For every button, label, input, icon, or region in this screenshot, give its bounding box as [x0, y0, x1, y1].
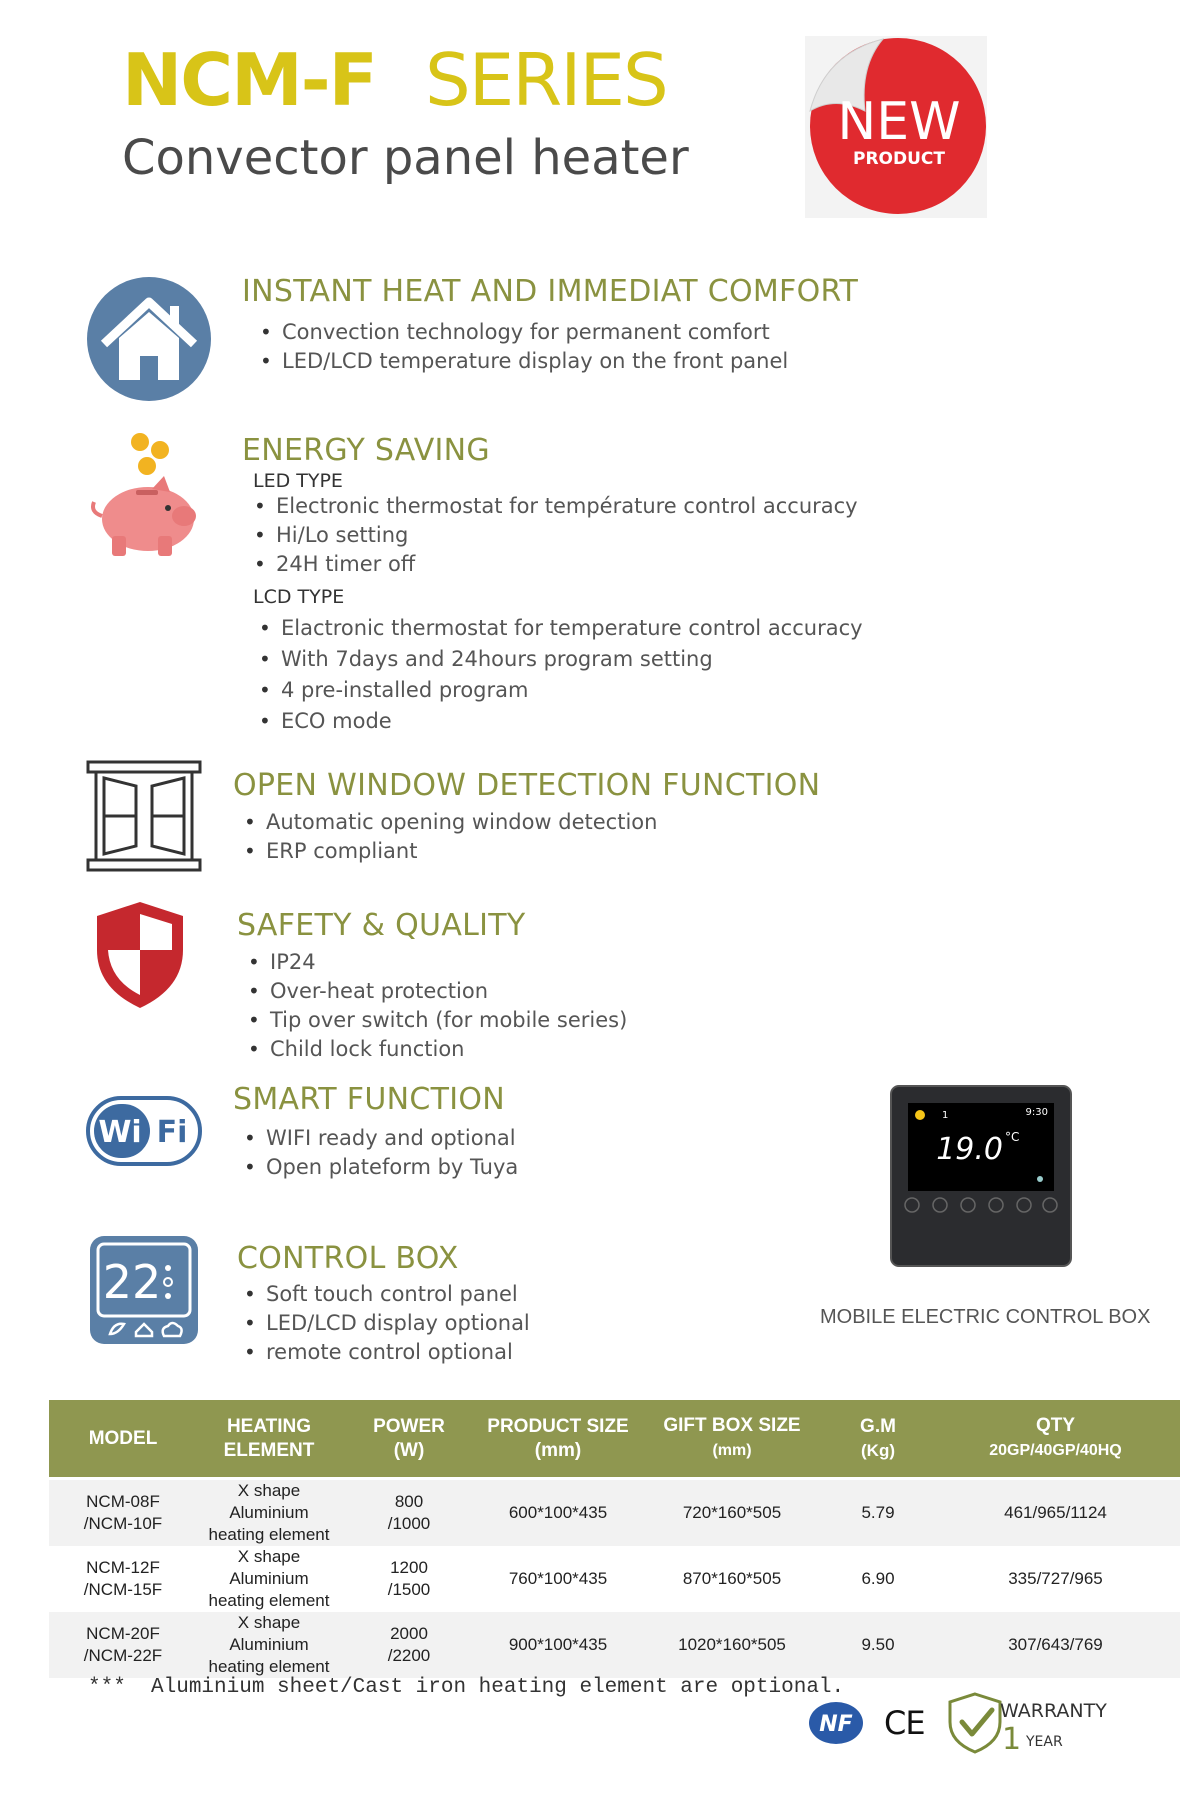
warranty-unit: YEAR [1026, 1734, 1063, 1750]
col-header-qty: QTY 20GP/40GP/40HQ [931, 1400, 1180, 1477]
control-box-image [890, 1085, 1072, 1271]
smart-list [240, 1124, 518, 1182]
table-row: NCM-12F /NCM-15F X shape Aluminium heating element 1200 /1500 760*100*435 870*160*505 6.90 335/727/965 [49, 1546, 1180, 1612]
badge-new-text: NEW [837, 92, 961, 152]
list-item: • 4 pre-installed program [255, 675, 863, 706]
warranty-years: 1 [1002, 1722, 1022, 1757]
list-item: • LED/LCD temperature display on the front panel [256, 347, 788, 376]
sun-icon [915, 1110, 925, 1120]
shield-icon [93, 900, 187, 1014]
drop-icon [1037, 1176, 1043, 1182]
heading-instant-heat: INSTANT HEAT AND IMMEDIAT COMFORT [242, 274, 859, 309]
display-day: 1 [942, 1110, 949, 1121]
warranty-label: WARRANTY [1000, 1700, 1107, 1722]
window-icon [86, 760, 202, 876]
lcd-type-list [255, 613, 863, 737]
title-model: NCM-F [122, 38, 376, 122]
col-header-gm: G.M (Kg) [825, 1400, 931, 1477]
piggy-bank-icon [86, 432, 206, 566]
list-item: • Automatic opening window detection [240, 808, 657, 837]
list-item: • IP24 [244, 948, 627, 977]
wifi-text-wi: Wi [98, 1115, 142, 1150]
list-item: • Hi/Lo setting [250, 521, 858, 550]
display-time: 9:30 [1025, 1107, 1048, 1118]
list-item: • Soft touch control panel [240, 1280, 530, 1309]
list-item: • Open plateform by Tuya [240, 1153, 518, 1182]
safety-list [244, 948, 627, 1064]
list-item: • ECO mode [255, 706, 863, 737]
list-item: • LED/LCD display optional [240, 1309, 530, 1338]
col-header-product-size: PRODUCT SIZE (mm) [477, 1400, 639, 1477]
warranty-check-icon [946, 1692, 1004, 1758]
col-header-gift-box: GIFT BOX SIZE (mm) [639, 1400, 825, 1477]
control-box-list [240, 1280, 530, 1367]
heading-control-box: CONTROL BOX [237, 1241, 459, 1276]
control-box-caption: MOBILE ELECTRIC CONTROL BOX [820, 1306, 1151, 1328]
open-window-list [240, 808, 657, 866]
badge-sticker-icon [805, 36, 987, 218]
list-item: • Child lock function [244, 1035, 627, 1064]
led-type-list [250, 492, 858, 579]
table-header-row [49, 1400, 1180, 1477]
list-item: • WIFI ready and optional [240, 1124, 518, 1153]
list-item: • Elactronic thermostat for temperature control accuracy [255, 613, 863, 644]
heading-open-window: OPEN WINDOW DETECTION FUNCTION [233, 768, 821, 803]
table-row: NCM-08F /NCM-10F X shape Aluminium heating element 800 /1000 600*100*435 720*160*505 5.79 461/965/1124 [49, 1480, 1180, 1546]
list-item: • Tip over switch (for mobile series) [244, 1006, 627, 1035]
thermostat-icon [88, 1234, 200, 1350]
display-temp: 19.0 [936, 1132, 1003, 1167]
instant-heat-list [256, 318, 788, 376]
house-icon [86, 276, 212, 406]
col-header-power: POWER (W) [341, 1400, 477, 1477]
table-row: NCM-20F /NCM-22F X shape Aluminium heating element 2000 /2200 900*100*435 1020*160*505 9.50 307/643/769 [49, 1612, 1180, 1678]
page-subtitle: Convector panel heater [122, 130, 689, 186]
footnote: *** Aluminium sheet/Cast iron heating element are optional. [88, 1676, 845, 1699]
list-item: • remote control optional [240, 1338, 530, 1367]
col-header-model: MODEL [49, 1400, 197, 1477]
list-item: • 24H timer off [250, 550, 858, 579]
badge-product-text: PRODUCT [853, 149, 945, 169]
wifi-text-fi: Fi [156, 1115, 188, 1150]
heading-safety: SAFETY & QUALITY [237, 908, 526, 943]
list-item: • With 7days and 24hours program setting [255, 644, 863, 675]
list-item: • Over-heat protection [244, 977, 627, 1006]
nf-text: NF [819, 1712, 853, 1737]
wifi-icon [86, 1092, 202, 1174]
new-product-badge [805, 36, 987, 218]
ce-mark: CE [884, 1704, 925, 1742]
heading-smart: SMART FUNCTION [233, 1082, 506, 1117]
list-item: • Electronic thermostat for température control accuracy [250, 492, 858, 521]
spec-table [49, 1400, 1180, 1678]
display-unit: °C [1005, 1130, 1020, 1144]
led-type-label: LED TYPE [253, 470, 343, 492]
heading-energy-saving: ENERGY SAVING [242, 433, 490, 468]
title-series: SERIES [425, 38, 667, 122]
thermostat-digits: 22 [102, 1255, 162, 1309]
lcd-type-label: LCD TYPE [253, 586, 345, 608]
col-header-heating: HEATING ELEMENT [197, 1400, 341, 1477]
list-item: • ERP compliant [240, 837, 657, 866]
list-item: • Convection technology for permanent comfort [256, 318, 788, 347]
nf-logo [808, 1700, 864, 1750]
